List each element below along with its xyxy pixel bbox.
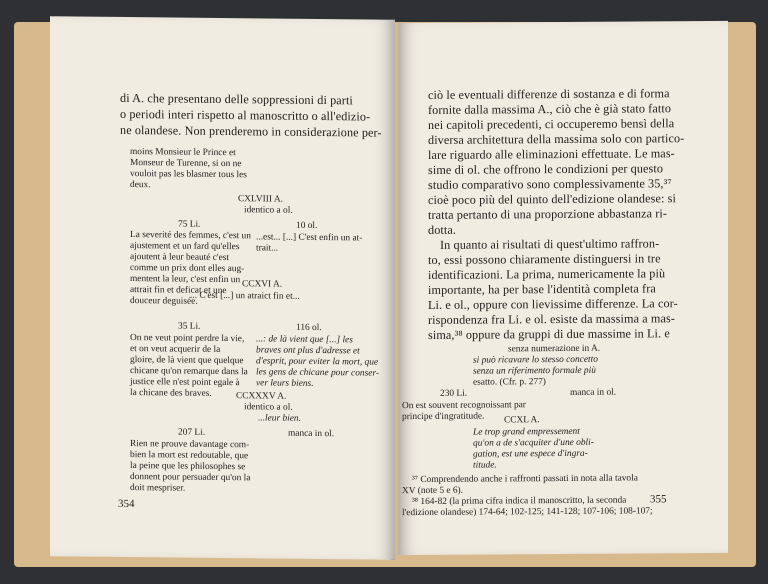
body-line: sime di ol. che offrono le condizioni per questo — [428, 161, 664, 177]
text-line: mentent la leur, c'est enfin un — [130, 274, 241, 286]
page-number: 355 — [650, 493, 667, 506]
text-line: qu'on a de s'acquiter d'une obli- — [473, 437, 594, 449]
section-subheading: identico a ol. — [244, 402, 293, 413]
text-line: ...est... [...] C'est enfin un at- — [256, 232, 363, 244]
text-line: Le trop grand empressement — [473, 426, 580, 438]
body-line: diversa architettura della massima solo con partico- — [428, 131, 685, 147]
note-line: senza un riferimento formale più — [473, 365, 596, 377]
text-line: comme un prix dont elles aug- — [130, 263, 245, 275]
text-line: doit mespriser. — [130, 483, 186, 494]
intro-line: o periodi interi rispetto al manoscritto o all'edizio- — [120, 106, 371, 124]
body-line: sima,³⁸ oppure da gruppi di due massime in Li. e — [428, 326, 670, 342]
text-line: ajustement et un fard qu'elles — [130, 241, 240, 253]
note-line: si può ricavare lo stesso concetto — [473, 354, 598, 366]
right-page — [398, 21, 728, 555]
text-line: douceur deguisée. — [130, 296, 198, 307]
page-number: 354 — [118, 497, 135, 511]
footnote-line: XV (note 5 e 6). — [402, 485, 464, 497]
footnote-line: ³⁷ Comprendendo anche i raffronti passati in nota alla tavola — [412, 473, 638, 486]
body-line: dotta. — [428, 222, 457, 237]
quote-line: Monseur de Turenne, si on ne — [130, 158, 242, 170]
section-heading: CCXVI A. — [242, 279, 283, 290]
section-heading: CXLVIII A. — [238, 194, 283, 205]
quote-line: moins Monsieur le Prince et — [130, 147, 236, 159]
column-label: 35 Li. — [178, 321, 201, 332]
quote-line: deux. — [130, 180, 151, 191]
column-label: 10 ol. — [296, 220, 318, 231]
body-line: lare riguardo alle eliminazioni effettuate. Le mas- — [428, 146, 675, 162]
text-line: justice elle n'est point egale à — [130, 377, 240, 389]
text-line: On ne veut point perdre la vie, — [130, 333, 245, 345]
section-subheading: ...leur bien. — [258, 413, 301, 424]
text-line: trait... — [256, 243, 279, 254]
text-line: la peine que les philosophes se — [130, 461, 246, 473]
footnote-line: ³⁸ 164-82 (la prima cifra indica il manoscritto, la seconda — [412, 495, 627, 508]
text-line: d'esprit, pour eviter la mort, que — [256, 356, 379, 368]
text-line: bien la mort est redoutable, que — [130, 450, 249, 462]
body-line: nei capitoli precedenti, ci occuperemo bensì della — [428, 116, 675, 132]
quote-line: vouloit pas les blasmer tous les — [130, 169, 247, 181]
column-label: manca in ol. — [288, 428, 335, 440]
text-line: On est souvent recognoissant par — [402, 400, 526, 412]
body-line: In quanto ai risultati di quest'ultimo raffron- — [440, 236, 660, 252]
left-page — [50, 16, 395, 560]
note-line: senza numerazione in A. — [508, 343, 601, 355]
text-line: attrait fin et deficat et une — [130, 285, 227, 297]
column-label: 207 Li. — [178, 427, 206, 438]
body-line: Li. e ol., oppure con lievissime differenze. La cor- — [428, 296, 678, 312]
body-line: tratta pertanto di una proporzione abbastanza ri- — [428, 206, 668, 222]
column-label: manca in ol. — [570, 387, 617, 398]
text-line: la chicane des braves. — [130, 388, 212, 399]
text-line: ver leurs biens. — [256, 378, 314, 389]
section-subheading: identico a ol. — [244, 205, 293, 216]
intro-line: di A. che presentano delle soppressioni di parti — [120, 90, 353, 108]
body-line: importante, ha per base l'identità completa fra — [428, 281, 656, 297]
body-line: to, essi possono chiaramente distinguersi in tre — [428, 251, 661, 267]
body-line: identificazioni. La prima, numericamente la più — [428, 266, 666, 282]
section-heading: CCXXXV A. — [236, 391, 287, 402]
section-subheading: ... C'est [...] un atraict fin et... — [190, 290, 300, 302]
column-label: 75 Li. — [178, 219, 201, 230]
text-line: gloire, de là vient que quelque — [130, 355, 244, 367]
intro-line: ne olandese. Non prenderemo in considerazione per- — [120, 122, 382, 140]
text-line: titude. — [473, 460, 497, 471]
text-line: donnent pour persuader qu'on la — [130, 472, 251, 484]
text-line: ajoutent à leur beauté c'est — [130, 252, 230, 264]
body-line: rispondenza fra Li. e ol. esiste da massima a mas- — [428, 311, 675, 327]
body-line: studio comparativo sono complessivamente 35,³⁷ — [428, 176, 672, 192]
section-heading: CCXL A. — [504, 415, 540, 426]
text-line: et on veut acquerir de la — [130, 344, 221, 355]
text-line: chicane qu'on remarque dans la — [130, 366, 248, 378]
text-line: braves ont plus d'adresse et — [256, 345, 360, 357]
text-line: gation, est une espece d'ingra- — [473, 448, 588, 460]
text-line: La severité des femmes, c'est un — [130, 230, 251, 242]
text-line: Rien ne prouve davantage com- — [130, 439, 250, 451]
note-line: esatto. (Cfr. p. 277) — [473, 377, 546, 388]
column-label: 230 Li. — [440, 388, 468, 399]
body-line: cioè poco più del quinto dell'edizione olandese: si — [428, 191, 676, 207]
body-line: fornite dalla massima A., ciò che è già stato fatto — [428, 101, 672, 117]
body-line: ciò le eventuali differenze di sostanza e di forma — [428, 86, 670, 102]
column-label: 116 ol. — [296, 322, 322, 334]
text-line: les gens de chicane pour conser- — [256, 367, 379, 379]
text-line: principe d'ingratitude. — [402, 411, 485, 423]
footnote-line: l'edizione olandese) 174-64; 102-125; 141-128; 107-106; 108-107; — [402, 506, 653, 519]
text-line: ...: de là vient que [...] les — [256, 334, 353, 346]
